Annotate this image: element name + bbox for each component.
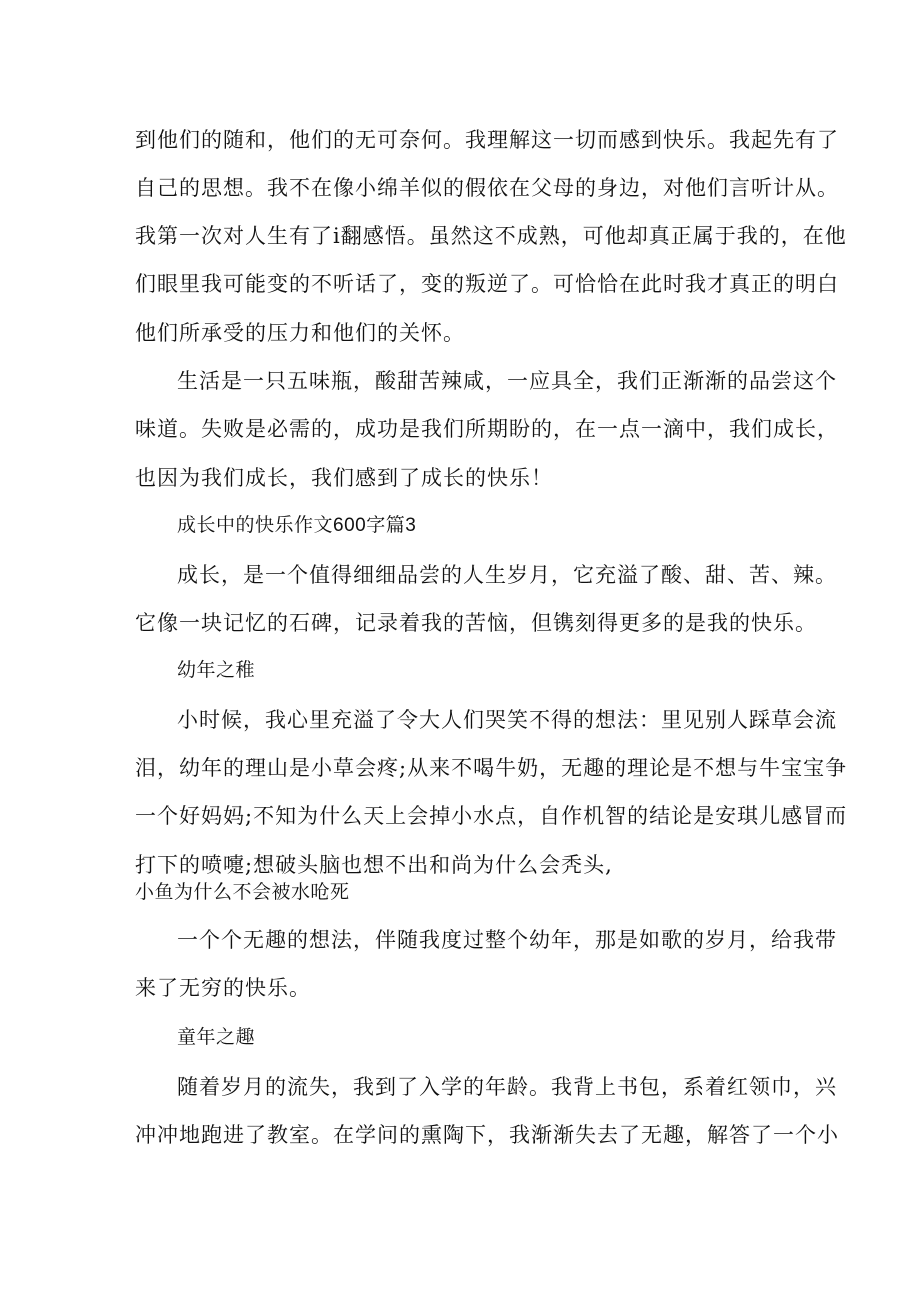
- paragraph-line: 它像一块记忆的石碑，记录着我的苦恼，但镌刻得更多的是我的快乐。: [135, 611, 817, 635]
- paragraph-line: 也因为我们成长，我们感到了成长的快乐！: [135, 466, 553, 490]
- paragraph-line: 冲冲地跑进了教室。在学问的熏陶下，我渐渐失去了无趣，解答了一个小: [135, 1123, 839, 1147]
- paragraph-line: 成长，是一个值得细细品尝的人生岁月，它充溢了酸、甜、苦、辣。: [177, 563, 837, 587]
- paragraph-line: 我第一次对人生有了i翻感悟。虽然这不成熟，可他却真正属于我的，在他: [135, 224, 847, 248]
- paragraph-line: 泪，幼年的理山是小草会疼;从来不喝牛奶，无趣的理论是不想与牛宝宝争: [135, 756, 848, 780]
- paragraph-line: 自己的思想。我不在像小绵羊似的假依在父母的身边，对他们言听计从。: [135, 176, 839, 200]
- paragraph-line: 生活是一只五味瓶，酸甜苦辣咸，一应具全，我们正渐渐的品尝这个: [177, 369, 837, 393]
- paragraph-line: 一个个无趣的想法，伴随我度过整个幼年，那是如歌的岁月，给我带: [177, 928, 837, 952]
- paragraph-line: 小鱼为什么不会被水呛死: [135, 882, 350, 903]
- subheading: 幼年之稚: [177, 660, 256, 681]
- paragraph-line: 小时候，我心里充溢了令大人们哭笑不得的想法：里见别人踩草会流: [177, 708, 837, 732]
- paragraph-line: 打下的喷嚏;想破头脑也想不出和尚为什么会秃头,: [135, 853, 613, 877]
- paragraph-line: 到他们的随和，他们的无可奈何。我理解这一切而感到快乐。我起先有了: [135, 128, 839, 152]
- paragraph-line: 他们所承受的压力和他们的关怀。: [135, 321, 465, 345]
- paragraph-line: 随着岁月的流失，我到了入学的年龄。我背上书包，系着红领巾，兴: [177, 1075, 837, 1099]
- paragraph-line: 味道。失败是必需的，成功是我们所期盼的，在一点一滴中，我们成长，: [135, 417, 839, 441]
- section-heading: 成长中的快乐作文600字篇3: [177, 515, 417, 536]
- paragraph-line: 来了无穷的快乐。: [135, 976, 311, 1000]
- paragraph-line: 一个好妈妈;不知为什么天上会掉小水点，自作机智的结论是安琪儿感冒而: [135, 804, 848, 828]
- subheading: 童年之趣: [177, 1027, 256, 1048]
- paragraph-line: 们眼里我可能变的不听话了，变的叛逆了。可恰恰在此时我才真正的明白: [135, 272, 839, 296]
